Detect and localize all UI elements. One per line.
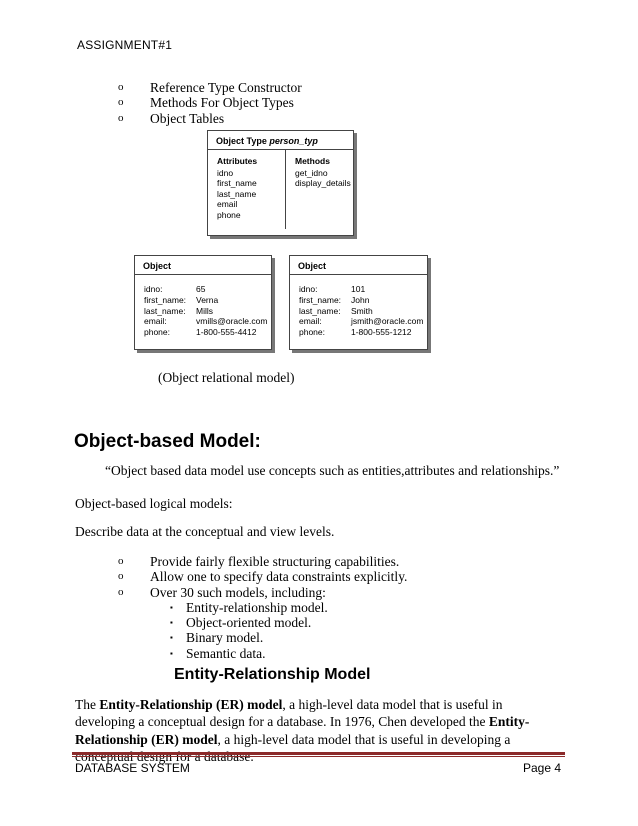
- object-row: [144, 316, 271, 327]
- row-value: 1-800-555-1212: [351, 327, 412, 338]
- attribute-item: first_name: [217, 178, 257, 189]
- paragraph-text: The: [75, 697, 100, 712]
- object-row: [299, 284, 427, 295]
- row-value: 101: [351, 284, 366, 294]
- row-key: last_name:: [299, 305, 341, 316]
- method-item: display_details: [295, 178, 351, 189]
- row-value: Smith: [351, 305, 373, 316]
- bold-term: Entity-Relationship (ER) model: [75, 714, 530, 747]
- sub-list-item: [118, 646, 407, 661]
- circle-bullet-icon: o: [118, 81, 124, 93]
- object-row: [144, 306, 271, 317]
- object-type-prefix: Object Type: [216, 136, 267, 146]
- row-key: phone:: [299, 327, 325, 338]
- methods-heading: Methods: [295, 156, 330, 166]
- object-row: [144, 327, 271, 338]
- list-item-text: Entity-relationship model.: [186, 599, 328, 615]
- square-bullet-icon: ▪: [170, 602, 173, 612]
- list-item: [118, 80, 302, 95]
- capabilities-list: [118, 554, 407, 661]
- list-item: [118, 554, 407, 569]
- paragraph-text: , a high-level data model that is useful in developing a conceptual design for a database. In 1976, Chen developed the: [75, 697, 503, 730]
- object-instance-box: [134, 255, 272, 350]
- row-value: John: [351, 294, 370, 305]
- footer-left-text: DATABASE SYSTEM: [75, 761, 190, 775]
- row-key: phone:: [144, 327, 170, 338]
- sub-list-item: [118, 615, 407, 630]
- section-heading: Object-based Model:: [74, 431, 261, 452]
- row-key: first_name:: [144, 294, 187, 305]
- attribute-item: email: [217, 199, 238, 210]
- object-title: Object: [135, 256, 271, 275]
- object-type-box: [207, 130, 354, 236]
- list-item-text: Object Tables: [150, 110, 225, 126]
- object-row: [299, 306, 427, 317]
- constructor-list: [118, 80, 302, 126]
- attribute-item: idno: [217, 167, 234, 178]
- bold-term: Entity-Relationship (ER) model: [99, 697, 283, 712]
- row-value: Verna: [196, 294, 219, 305]
- methods-column: [286, 150, 351, 229]
- paragraph-text: , a high-level data model that is useful in developing a: [217, 731, 511, 747]
- definition-quote: “Object based data model use concepts such as entities,attributes and relationships.”: [105, 463, 560, 478]
- list-item-text: Reference Type Constructor: [150, 80, 302, 95]
- object-type-title: [208, 131, 353, 150]
- row-key: email:: [299, 316, 322, 327]
- paragraph-text: Describe data at the conceptual and view levels.: [75, 524, 335, 539]
- row-value: jsmith@oracle.com: [351, 316, 424, 327]
- row-key: idno:: [144, 284, 163, 294]
- list-item-text: Binary model.: [186, 630, 264, 646]
- footer-divider: [72, 752, 565, 755]
- object-row: [299, 295, 427, 306]
- sub-list-item: [118, 600, 407, 615]
- list-item: [118, 95, 302, 110]
- circle-bullet-icon: o: [118, 555, 124, 567]
- list-item: [118, 569, 407, 584]
- row-key: first_name:: [299, 294, 342, 305]
- object-row: [144, 295, 271, 306]
- page-number: Page 4: [523, 761, 562, 775]
- attribute-item: last_name: [217, 188, 257, 199]
- row-key: last_name:: [144, 305, 186, 316]
- list-item-text: Semantic data.: [186, 645, 266, 661]
- row-value: vmills@oracle.com: [196, 316, 268, 327]
- object-row: [299, 316, 427, 327]
- attribute-item: phone: [217, 209, 241, 220]
- object-title: Object: [290, 256, 427, 275]
- square-bullet-icon: ▪: [170, 633, 173, 643]
- list-item-text: Over 30 such models, including:: [150, 584, 326, 600]
- square-bullet-icon: ▪: [170, 618, 173, 628]
- list-item-text: Allow one to specify data constraints explicitly.: [150, 569, 408, 585]
- circle-bullet-icon: o: [118, 570, 124, 583]
- attributes-column: [208, 150, 286, 229]
- circle-bullet-icon: o: [118, 585, 124, 598]
- object-row: [144, 284, 271, 295]
- object-instance-box: [289, 255, 428, 350]
- object-row: [299, 327, 427, 338]
- row-key: email:: [144, 316, 167, 327]
- list-item-text: Provide fairly flexible structuring capabilities.: [150, 554, 400, 569]
- row-key: idno:: [299, 284, 318, 294]
- circle-bullet-icon: o: [118, 96, 124, 109]
- circle-bullet-icon: o: [118, 111, 124, 124]
- list-item: [118, 111, 302, 126]
- row-value: Mills: [196, 305, 213, 316]
- footer-divider-thin: [72, 756, 565, 757]
- row-value: 1-800-555-4412: [196, 327, 257, 338]
- list-item-text: Methods For Object Types: [150, 95, 294, 111]
- attributes-heading: Attributes: [217, 156, 258, 166]
- row-value: 65: [196, 284, 206, 294]
- object-type-name: person_typ: [269, 136, 318, 146]
- figure-caption: (Object relational model): [158, 370, 295, 385]
- paragraph-text: Object-based logical models:: [75, 496, 233, 511]
- list-item-text: Object-oriented model.: [186, 615, 312, 631]
- sub-list-item: [118, 630, 407, 645]
- page-header-title: ASSIGNMENT#1: [77, 38, 173, 52]
- method-item: get_idno: [295, 167, 328, 178]
- list-item: [118, 585, 407, 600]
- section-heading: Entity-Relationship Model: [174, 666, 371, 683]
- square-bullet-icon: ▪: [170, 648, 173, 658]
